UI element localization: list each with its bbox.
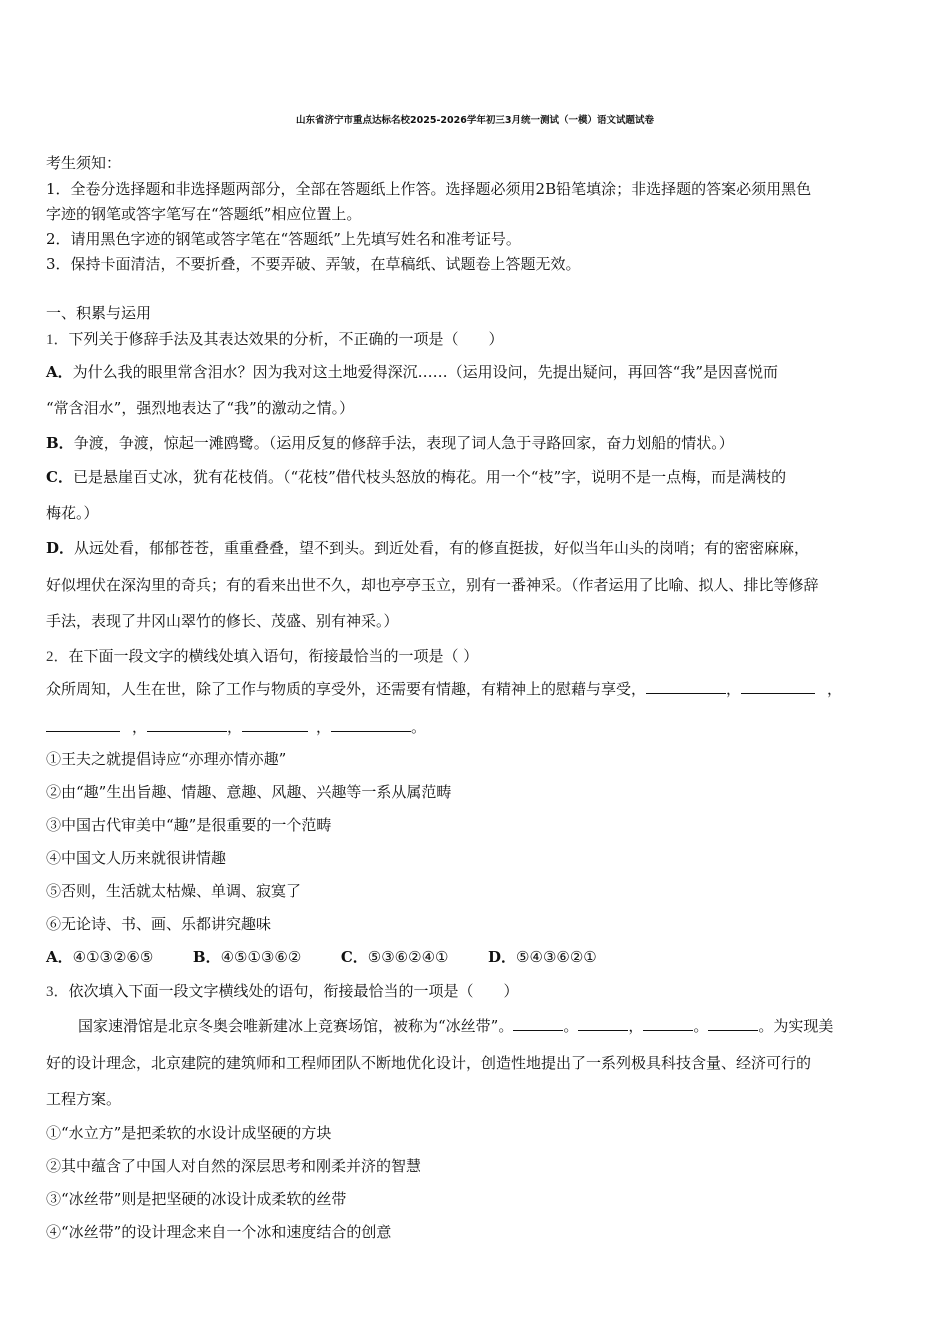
choice-a: ④①③②⑥⑤ <box>72 948 154 966</box>
passage-separator: ， <box>316 718 332 736</box>
q1-option-d-line-1 <box>46 537 906 558</box>
choice-b: ④⑤①③⑥② <box>220 948 302 966</box>
question-text: 在下面一段文字的横线处填入语句，衔接最恰当的一项是（ ） <box>68 647 479 665</box>
q3-statement-2: ②其中蕴含了中国人对自然的深层思考和刚柔并济的智慧 <box>46 1157 422 1175</box>
answer-blank <box>741 679 815 694</box>
q1-option-c-line-2: 梅花。） <box>46 504 99 522</box>
answer-blank <box>646 679 726 694</box>
option-label: B． <box>46 434 74 452</box>
passage-separator: 。 <box>693 1017 709 1035</box>
q3-statement-1: ①“水立方”是把柔软的水设计成坚硬的方块 <box>46 1124 332 1142</box>
question-1-stem <box>46 328 906 349</box>
option-label: D． <box>46 539 75 557</box>
q3-passage-line-1 <box>46 1015 906 1036</box>
q3-statement-4: ④“冰丝带”的设计理念来自一个冰和速度结合的创意 <box>46 1223 392 1241</box>
q3-statement-3: ③“冰丝带”则是把坚硬的冰设计成柔软的丝带 <box>46 1190 347 1208</box>
notice-item-3: 3．保持卡面清洁，不要折叠，不要弄破、弄皱，在草稿纸、试题卷上答题无效。 <box>46 255 581 273</box>
passage-separator: 。 <box>411 718 427 736</box>
q2-statement-2: ②由“趣”生出旨趣、情趣、意趣、风趣、兴趣等一系从属范畴 <box>46 783 452 801</box>
choice-a-label: A． <box>46 948 73 966</box>
exam-title: 山东省济宁市重点达标名校2025-2026学年初三3月统一测试（一模）语文试题试卷 <box>296 115 654 126</box>
q3-passage-line-2: 好的设计理念，北京建院的建筑师和工程师团队不断地优化设计，创造性地提出了一系列极具科技含量、经济可行的 <box>46 1054 812 1072</box>
passage-text: 众所周知，人生在世，除了工作与物质的享受外，还需要有情趣，有精神上的慰藉与享受， <box>46 680 647 698</box>
notice-item-2: 2．请用黑色字迹的钢笔或答字笔在“答题纸”上先填写姓名和准考证号。 <box>46 230 521 248</box>
passage-text: 国家速滑馆是北京冬奥会唯新建冰上竞赛场馆，被称为“冰丝带”。 <box>78 1017 514 1035</box>
option-text: 已是悬崖百丈冰，犹有花枝俏。（“花枝”借代枝头怒放的梅花。用一个“枝”字，说明不是一点梅，而是满枝的 <box>72 468 787 486</box>
notice-item-1-line-1: 1．全卷分选择题和非选择题两部分，全部在答题纸上作答。选择题必须用2B铅笔填涂；非选择题的答案必须用黑色 <box>46 180 812 198</box>
q1-option-d-line-2: 好似埋伏在深沟里的奇兵；有的看来出世不久，却也亭亭玉立，别有一番神采。（作者运用了比喻、拟人、排比等修辞 <box>46 576 819 594</box>
q2-statement-5: ⑤否则，生活就太枯燥、单调、寂寞了 <box>46 882 302 900</box>
passage-separator: ， <box>132 718 148 736</box>
answer-blank <box>331 717 411 732</box>
q1-option-c-line-1 <box>46 466 906 487</box>
option-text: 从远处看，郁郁苍苍，重重叠叠，望不到头。到近处看，有的修直挺拔，好似当年山头的岗哨；有的密密麻麻， <box>74 539 810 557</box>
choice-b-label: B． <box>192 948 221 966</box>
q3-passage-line-3: 工程方案。 <box>46 1090 122 1108</box>
passage-text: 。为实现美 <box>758 1017 834 1035</box>
question-2-stem <box>46 645 906 666</box>
option-text: 为什么我的眼里常含泪水？因为我对这土地爱得深沉……（运用设问，先提出疑问，再回答“我”是因喜悦而 <box>72 363 778 381</box>
answer-blank <box>643 1016 693 1031</box>
question-3-stem <box>46 980 906 1001</box>
passage-separator: ， <box>227 718 243 736</box>
q1-option-a-line-1 <box>46 361 906 382</box>
q2-statement-1: ①王夫之就提倡诗应“亦理亦情亦趣” <box>46 750 287 768</box>
notice-item-1-line-2: 字迹的钢笔或答字笔写在“答题纸”相应位置上。 <box>46 205 362 223</box>
choice-c: ⑤③⑥②④① <box>367 948 449 966</box>
q1-option-a-line-2: “常含泪水”，强烈地表达了“我”的激动之情。） <box>46 399 355 417</box>
question-number: 1． <box>46 332 69 348</box>
answer-blank <box>513 1016 563 1031</box>
option-label: C． <box>46 468 73 486</box>
q2-statement-3: ③中国古代审美中“趣”是很重要的一个范畴 <box>46 816 332 834</box>
q1-option-b <box>46 432 906 453</box>
q2-choices <box>46 946 906 967</box>
answer-blank <box>708 1016 758 1031</box>
q2-passage-line-1 <box>46 678 906 699</box>
question-number: 2． <box>46 649 69 665</box>
answer-blank <box>242 717 308 732</box>
answer-blank <box>147 717 227 732</box>
question-text: 下列关于修辞手法及其表达效果的分析，不正确的一项是（ ） <box>68 330 504 348</box>
answer-blank <box>578 1016 628 1031</box>
question-text: 依次填入下面一段文字横线处的语句，衔接最恰当的一项是（ ） <box>68 982 519 1000</box>
choice-d: ⑤④③⑥②① <box>516 948 597 966</box>
q2-statement-6: ⑥无论诗、书、画、乐都讲究趣味 <box>46 915 272 933</box>
q1-option-d-line-3: 手法，表现了井冈山翠竹的修长、茂盛、别有神采。） <box>46 612 399 630</box>
passage-separator: 。 <box>563 1017 579 1035</box>
passage-separator: ， <box>726 680 742 698</box>
option-label: A． <box>46 363 73 381</box>
choice-d-label: D． <box>488 948 517 966</box>
q2-statement-4: ④中国文人历来就很讲情趣 <box>46 849 227 867</box>
section-heading: 一、积累与运用 <box>46 304 152 322</box>
choice-c-label: C． <box>340 948 368 966</box>
answer-blank <box>46 717 120 732</box>
notice-heading: 考生须知： <box>46 154 122 172</box>
passage-separator: ， <box>827 680 843 698</box>
option-text: 争渡，争渡，惊起一滩鸥鹭。（运用反复的修辞手法，表现了词人急于寻路回家，奋力划船的情状。） <box>73 434 734 452</box>
passage-separator: ， <box>628 1017 644 1035</box>
question-number: 3． <box>46 984 69 1000</box>
q2-passage-line-2 <box>46 716 906 737</box>
